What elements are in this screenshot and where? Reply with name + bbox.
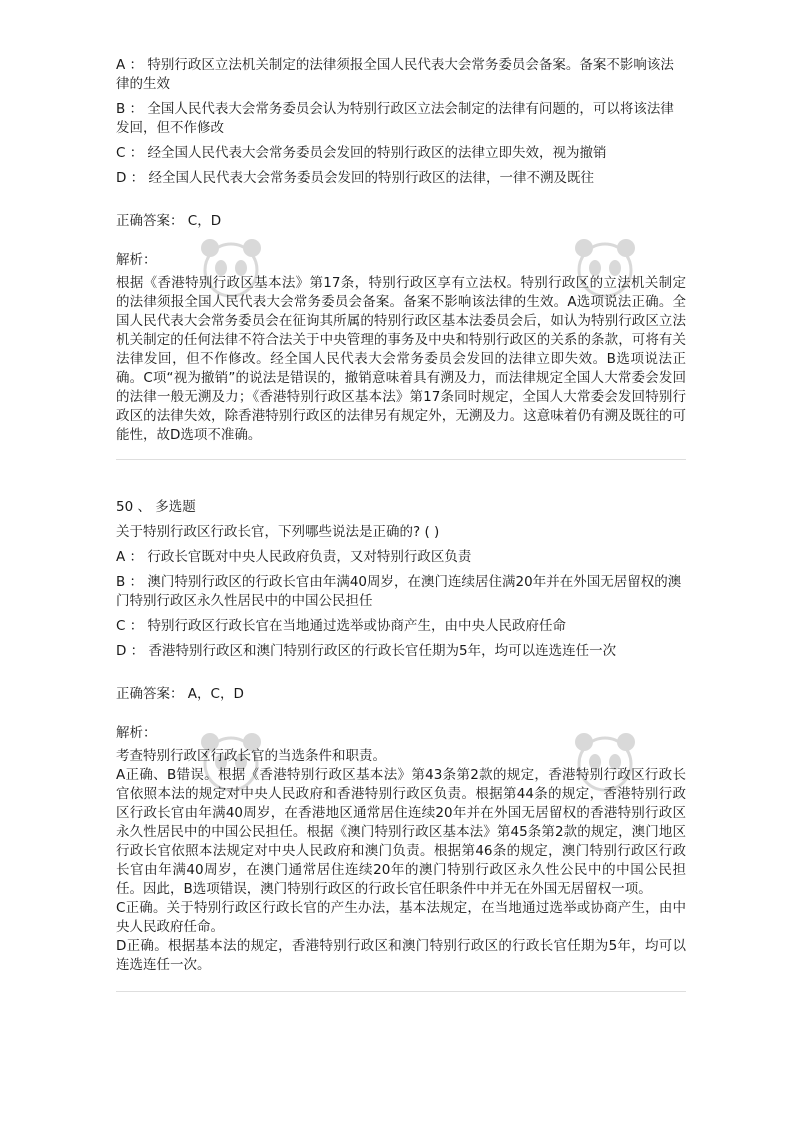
question-49 — [116, 56, 686, 445]
option-b: B ： 全国人民代表大会常务委员会认为特别行政区立法会制定的法律有问题的，可以将该法律发回，但不作修改 — [116, 101, 674, 136]
analysis-paragraph: 根据《香港特别行政区基本法》第17条，特别行政区享有立法权。特别行政区的立法机关制定的法律须报全国人民代表大会常务委员会备案。备案不影响该法律的生效。A选项说法正确。全国人民代表大会常务委员会在征询其所属的特别行政区基本法委员会后，如认为特别行政区立法机关制定的任何法律不符合法关于中央管理的事务及中央和特别行政区的关系的条款，可将有关法律发回，但不作修改。经全国人民代表大会常务委员会发回的法律立即失效。B选项说法正确。C项“视为撤销”的说法是错误的，撤销意味着具有溯及力，而法律规定全国人大常委会发回的法律一般无溯及力；《香港特别行政区基本法》第17条同时规定，全国人大常委会发回特别行政区的法律失效，除香港特别行政区的法律另有规定外，无溯及力。这意味着仍有溯及既往的可能性，故D选项不准确。 — [116, 275, 686, 443]
option-b: B ： 澳门特别行政区的行政长官由年满40周岁，在澳门连续居住满20年并在外国无居留权的澳门特别行政区永久性居民中的中国公民担任 — [116, 574, 682, 609]
divider — [116, 459, 686, 460]
question-header: 50 、 多选题 — [116, 499, 196, 515]
analysis-paragraph: A正确、B错误。根据《香港特别行政区基本法》第43条第2款的规定，香港特别行政区行政长官依照本法的规定对中央人民政府和香港特别行政区负责。根据第44条的规定，香港特别行政区行政长官由年满40周岁，在香港地区通常居住连续20年并在外国无居留权的香港特别行政区永久性居民中的中国公民担任。根据《澳门特别行政区基本法》第45条第2款的规定，澳门地区行政长官依照本法规定对中央人民政府和澳门负责。根据第46条的规定，澳门特别行政区行政长官由年满40周岁，在澳门通常居住连续20年的澳门特别行政区永久性公民中的中国公民担任。因此，B选项错误，澳门特别行政区的行政长官任职条件中并无在外国无居留权一项。 — [116, 767, 686, 897]
analysis-paragraph: D正确。根据基本法的规定，香港特别行政区和澳门特别行政区的行政长官任期为5年，均可以连选连任一次。 — [116, 938, 686, 973]
analysis-label: 解析： — [116, 252, 157, 268]
correct-answer: 正确答案： A，C，D — [116, 686, 244, 702]
question-text: 关于特别行政区行政长官，下列哪些说法是正确的? ( ) — [116, 524, 440, 540]
option-d: D ： 香港特别行政区和澳门特别行政区的行政长官任期为5年，均可以连选连任一次 — [116, 643, 617, 659]
analysis-paragraph: 考查特别行政区行政长官的当选条件和职责。 — [116, 748, 386, 764]
analysis-paragraph: C正确。关于特别行政区行政长官的产生办法，基本法规定，在当地通过选举或协商产生，由中央人民政府任命。 — [116, 900, 686, 935]
option-d: D ： 经全国人民代表大会常务委员会发回的特别行政区的法律，一律不溯及既往 — [116, 170, 594, 186]
question-50 — [116, 498, 686, 975]
divider — [116, 991, 686, 992]
document-page — [116, 56, 686, 1030]
correct-answer: 正确答案： C，D — [116, 213, 222, 229]
option-a: A ： 特别行政区立法机关制定的法律须报全国人民代表大会常务委员会备案。备案不影响该法律的生效 — [116, 57, 674, 92]
option-c: C ： 特别行政区行政长官在当地通过选举或协商产生，由中央人民政府任命 — [116, 618, 567, 634]
analysis-label: 解析： — [116, 725, 157, 741]
option-a: A ： 行政长官既对中央人民政府负责，又对特别行政区负责 — [116, 549, 472, 565]
option-c: C ： 经全国人民代表大会常务委员会发回的特别行政区的法律立即失效，视为撤销 — [116, 145, 607, 161]
